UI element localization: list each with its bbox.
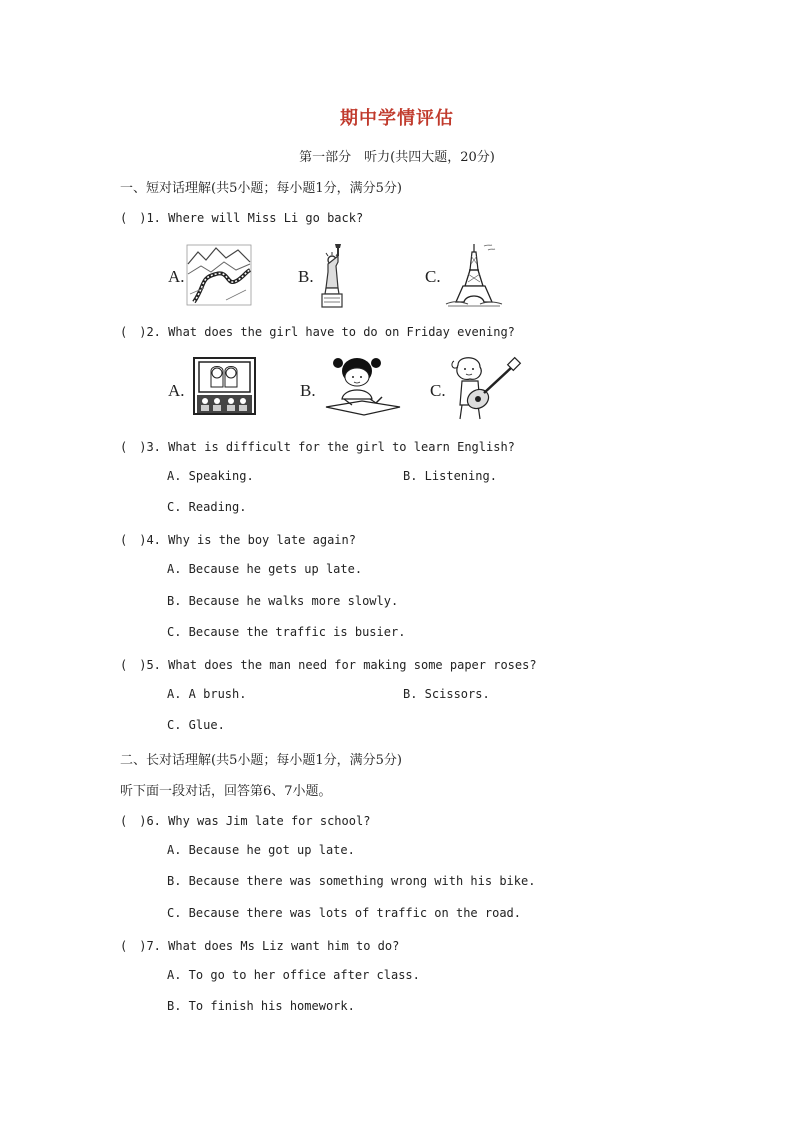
q5-option-c: C. Glue.	[167, 718, 225, 732]
question-3: ( )3. What is difficult for the girl to learn English?	[120, 440, 515, 454]
eiffel-tower-icon	[444, 242, 504, 308]
page-title: 期中学情评估	[340, 108, 454, 129]
q2-option-c-label: C.	[430, 381, 446, 400]
question-4: ( )4. Why is the boy late again?	[120, 533, 356, 547]
q5-option-b: B. Scissors.	[403, 687, 490, 701]
statue-of-liberty-icon	[314, 242, 350, 308]
q4-option-b: B. Because he walks more slowly.	[167, 594, 399, 608]
question-1: ( )1. Where will Miss Li go back?	[120, 211, 364, 225]
q5-option-a: A. A brush.	[167, 687, 247, 701]
q4-option-a: A. Because he gets up late.	[167, 562, 363, 576]
section-2-instruction: 听下面一段对话，回答第6、7小题。	[120, 784, 332, 799]
question-7: ( )7. What does Ms Liz want him to do?	[120, 939, 400, 953]
question-5: ( )5. What does the man need for making some paper roses?	[120, 658, 537, 672]
q4-option-c: C. Because the traffic is busier.	[167, 625, 406, 639]
q6-option-b: B. Because there was something wrong with his bike.	[167, 874, 536, 888]
q6-option-c: C. Because there was lots of traffic on the road.	[167, 906, 522, 920]
q7-option-b: B. To finish his homework.	[167, 999, 355, 1013]
q1-option-a-label: A.	[168, 267, 185, 286]
cinema-icon	[193, 357, 256, 415]
question-6: ( )6. Why was Jim late for school?	[120, 814, 371, 828]
part-heading: 第一部分 听力(共四大题，20分)	[299, 150, 495, 165]
q3-option-b: B. Listening.	[403, 469, 497, 483]
q3-option-a: A. Speaking.	[167, 469, 254, 483]
q7-option-a: A. To go to her office after class.	[167, 968, 420, 982]
q2-option-b-label: B.	[300, 381, 316, 400]
q2-option-a-label: A.	[168, 381, 185, 400]
q1-option-c-label: C.	[425, 267, 441, 286]
girl-writing-icon	[322, 355, 404, 419]
q6-option-a: A. Because he got up late.	[167, 843, 355, 857]
girl-guitar-icon	[450, 355, 522, 423]
q3-option-c: C. Reading.	[167, 500, 247, 514]
question-2: ( )2. What does the girl have to do on Friday evening?	[120, 325, 515, 339]
section-2-heading: 二、长对话理解(共5小题；每小题1分，满分5分)	[120, 753, 402, 768]
q1-option-b-label: B.	[298, 267, 314, 286]
section-1-heading: 一、短对话理解(共5小题；每小题1分，满分5分)	[120, 181, 402, 196]
great-wall-icon	[186, 244, 252, 306]
